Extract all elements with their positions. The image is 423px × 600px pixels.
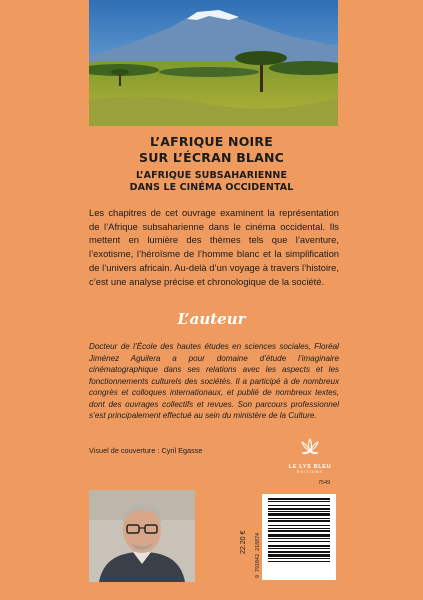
publisher-logo xyxy=(282,436,338,474)
barcode-bar xyxy=(268,530,330,532)
barcode-bar xyxy=(268,525,330,526)
title-block xyxy=(0,134,423,194)
isbn-digits: 9 791042 218874 xyxy=(255,532,261,578)
barcode-bars xyxy=(262,494,336,580)
barcode-bar xyxy=(268,518,330,519)
barcode-bar xyxy=(268,520,330,522)
barcode-bar xyxy=(268,511,330,512)
barcode-bar xyxy=(268,505,330,506)
barcode xyxy=(262,494,336,580)
barcode-bar xyxy=(268,558,330,559)
cover-credit: Visuel de couverture : Cyril Egasse xyxy=(89,446,203,455)
barcode-bar xyxy=(268,534,330,537)
barcode-bar xyxy=(268,508,330,510)
cover-photo-kilimanjaro xyxy=(89,0,338,126)
publisher-name: LE LYS BLEU xyxy=(288,464,332,470)
main-title-line2: SUR L’ÉCRAN BLANC xyxy=(139,150,284,165)
subtitle-line1: L’AFRIQUE SUBSAHARIENNE xyxy=(135,170,288,181)
main-title-line1: L’AFRIQUE NOIRE xyxy=(150,134,273,149)
subtitle xyxy=(0,170,423,194)
barcode-bar xyxy=(268,528,330,529)
barcode-bar xyxy=(268,513,330,516)
barcode-bar xyxy=(268,554,330,557)
barcode-bar xyxy=(268,545,330,547)
author-photo xyxy=(89,490,195,582)
main-title xyxy=(0,134,423,166)
book-reference: 7549 xyxy=(318,480,331,486)
barcode-bar xyxy=(268,561,330,562)
barcode-bar xyxy=(268,541,330,542)
summary-paragraph: Les chapitres de cet ouvrage examinent la représentation de l’Afrique subsaharienne dans le cinéma occidental. Ils mettent en lumière des thèmes tels que l’aventure, l’exotisme, l’héroïsme de l’homme blanc et la simplification de l’univers africain. Au-delà d’un voyage à travers l’histoire, c’est une analyse précise et chronologique de la société. xyxy=(89,207,339,287)
subtitle-line2: DANS LE CINÉMA OCCIDENTAL xyxy=(129,182,294,193)
author-bio: Docteur de l’École des hautes études en sciences sociales, Floréal Jiménez Aguilera a pour domaine d’étude l’imaginaire cinématographique dans ses relations avec les aspects et les fonctionnements culturels des sociétés. Il a participé à de nombreux congrès et colloques internationaux, et publié de nombreux textes, dont des ouvrages collectifs et revues. Son parcours professionnel s’est principalement effectué au sein du ministère de la Culture. xyxy=(89,342,339,420)
publisher-sub: ÉDITIONS xyxy=(296,470,324,474)
barcode-bar xyxy=(268,498,330,500)
lily-flower-icon xyxy=(299,436,321,458)
barcode-bar xyxy=(268,538,330,539)
price-label: 22.20 € xyxy=(240,530,247,554)
author-heading: L’auteur xyxy=(177,310,246,328)
barcode-bar xyxy=(268,548,330,549)
barcode-bar xyxy=(268,551,330,553)
barcode-bar xyxy=(268,501,330,502)
